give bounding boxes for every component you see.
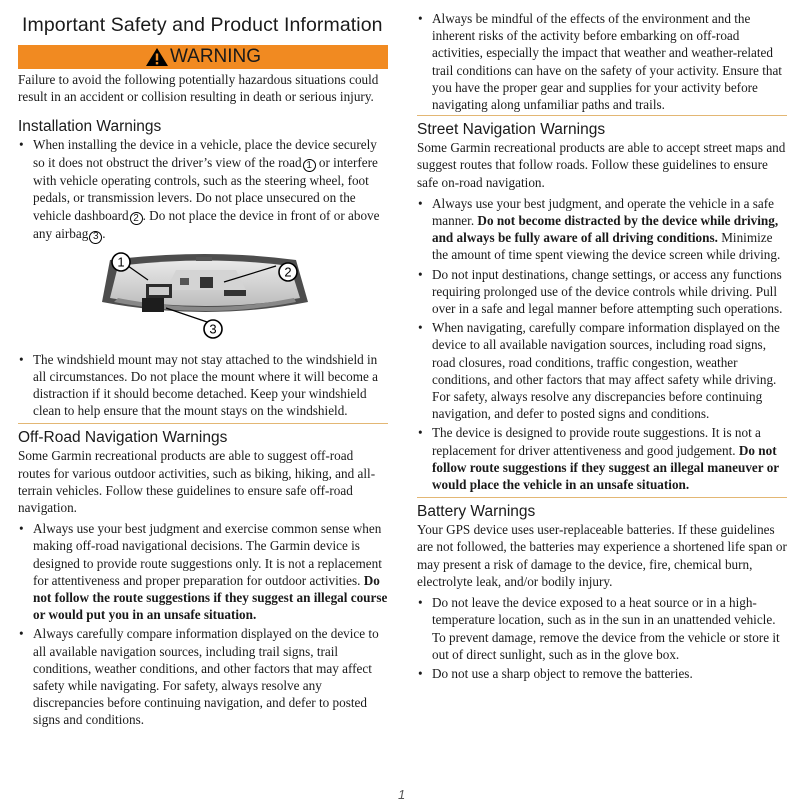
offroad-heading: Off-Road Navigation Warnings [18, 429, 228, 447]
installation-list-2 [18, 351, 388, 420]
battery-bullet-2: • Do not use a sharp object to remove the batteries. [417, 665, 787, 682]
street-heading: Street Navigation Warnings [417, 121, 606, 139]
offroad-intro: Some Garmin recreational products are able to suggest off-road routes for various outdoor activities, such as biking, hiking, and all-terrain vehicles. Follow these guidelines to ensure safe off-road navigation. [18, 448, 376, 515]
warning-text: Failure to avoid the following potentially hazardous situations could result in an accident or collision resulting in death or serious injury. [18, 72, 379, 105]
right-column [417, 0, 787, 682]
offroad-bullet-2: • Always carefully compare information displayed on the device to all available navigation sources, including trail signs, trail conditions, weather conditions, and other factors that may affect safety while navigating. For safety, always resolve any discrepancies before continuing navigation, and defer to posted signs and conditions. [18, 625, 388, 728]
installation-heading: Installation Warnings [18, 118, 162, 136]
street-list [417, 195, 787, 493]
windshield-illustration [96, 250, 311, 340]
callout-3-icon: 3 [89, 231, 102, 244]
offroad-list [18, 520, 388, 728]
offroad-bullet-1: • Always use your best judgment and exercise common sense when making off-road navigational decisions. The Garmin device is designed to provide route suggestions only. It is not a replacement for attentiveness and proper preparation for outdoor activities. Do not follow the route suggestions if they suggest an illegal course or would put you in an unsafe situation. [18, 520, 388, 623]
offroad-bullet-3: • Always be mindful of the effects of the environment and the inherent risks of the activity before embarking on off-road activities, especially the impact that weather and weather-related trail conditions can have on the safety of your activity. Ensure that you have the proper gear and supplies for your activity before navigating along unfamiliar paths and trails. [417, 10, 787, 113]
battery-intro: Your GPS device uses user-replaceable batteries. If these guidelines are not followed, the batteries may experience a shortened life span or may present a risk of damage to the device, fire, chemical burn, electrolyte leak, and/or bodily injury. [417, 522, 787, 589]
diagram-label-3: 3 [209, 321, 217, 337]
windshield-diagram [96, 250, 388, 345]
warning-label: WARNING [169, 46, 262, 67]
installation-bullet-2: • The windshield mount may not stay attached to the windshield in all circumstances. Do not place the mount where it will become a distraction if it should become detached. Keep your windshield clean to help ensure that the mount stays on the windshield. [18, 351, 388, 420]
street-bullet-4: • The device is designed to provide route suggestions. It is not a replacement for driver attentiveness and good judgement. Do not follow route suggestions if they suggest an illegal maneuver or would place the vehicle in an unsafe situation. [417, 424, 787, 493]
installation-bullet-1: • When installing the device in a vehicle, place the device securely so it does not obstruct the driver’s view of the road 1 or interfere with vehicle operating controls, such as the steering wheel, foot pedals, or transmission levers. Do not place unsecured on the vehicle dashboard 2 . Do not place the device in front of or above any airbag 3 . [18, 136, 388, 243]
battery-bullet-1: • Do not leave the device exposed to a heat source or in a high-temperature location, such as in the sun in an unattended vehicle. To prevent damage, remove the device from the vehicle or store it out of direct sunlight, such as in the glove box. [417, 594, 787, 663]
installation-list [18, 136, 388, 243]
page-title: Important Safety and Product Information [22, 14, 383, 36]
street-bullet-2: • Do not input destinations, change settings, or access any functions requiring prolonged use of the device controls while driving. Pull over in a safe and legal manner before attempting such operations. [417, 266, 787, 318]
diagram-label-2: 2 [284, 264, 292, 280]
battery-list [417, 594, 787, 682]
warning-triangle-icon [145, 47, 169, 67]
section-divider [18, 423, 388, 424]
callout-1-icon: 1 [303, 159, 316, 172]
street-bullet-3: • When navigating, carefully compare information displayed on the device to all available navigation sources, including road signs, road closures, road conditions, traffic congestion, weather conditions, and other factors that may affect safety while driving. For safety, always resolve any discrepancies before continuing navigation, and defer to posted signs and conditions. [417, 319, 787, 422]
diagram-label-1: 1 [117, 254, 125, 270]
offroad-list-continued [417, 10, 787, 113]
callout-2-icon: 2 [130, 212, 143, 225]
section-divider [417, 115, 787, 116]
street-bullet-1: • Always use your best judgment, and operate the vehicle in a safe manner. Do not become distracted by the device while driving, and always be fully aware of all driving conditions. Minimize the amount of time spent viewing the device screen while driving. [417, 195, 787, 264]
page-number: 1 [398, 787, 406, 802]
left-column [18, 0, 388, 729]
street-intro: Some Garmin recreational products are able to accept street maps and suggest routes that follow roads. Follow these guidelines to ensure safe on-road navigation. [417, 140, 786, 190]
warning-banner [18, 45, 388, 69]
section-divider [417, 497, 787, 498]
battery-heading: Battery Warnings [417, 503, 536, 521]
